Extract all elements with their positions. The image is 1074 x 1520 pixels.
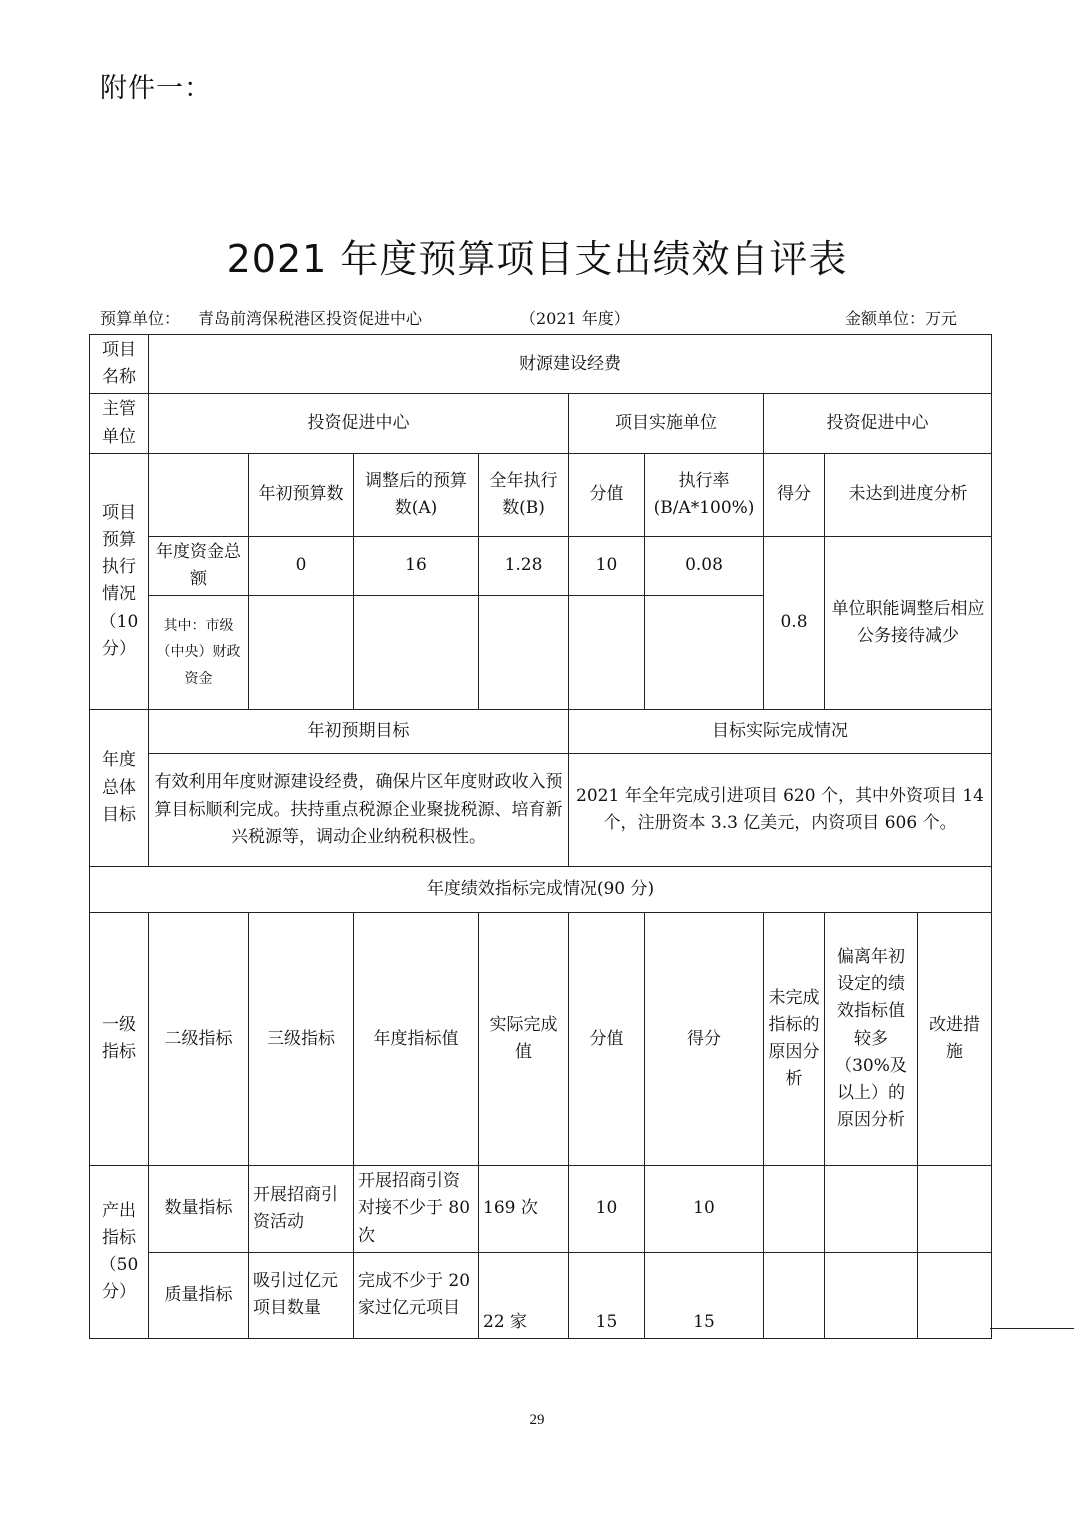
row-deviation-reason (825, 1252, 918, 1338)
performance-section-title: 年度绩效指标完成情况(90 分) (90, 867, 992, 913)
total-execution-rate: 0.08 (645, 536, 764, 595)
department-label: 主管单位 (90, 394, 149, 453)
row-score-value: 15 (569, 1252, 645, 1338)
header-level3-indicator: 三级指标 (249, 913, 354, 1166)
total-funds-label: 年度资金总额 (149, 536, 249, 595)
output-indicator-label: 产出指标（50分） (90, 1166, 149, 1339)
row-score-value: 10 (569, 1166, 645, 1253)
municipal-funds-label: 其中：市级（中央）财政资金 (149, 596, 249, 710)
row-annual-value: 完成不少于 20 家过亿元项目 (354, 1252, 479, 1338)
row-level2: 数量指标 (149, 1166, 249, 1253)
total-funds-row (90, 536, 992, 595)
implementing-unit-label: 项目实施单位 (569, 394, 764, 453)
row-unfinished-reason (764, 1252, 825, 1338)
fiscal-year: （2021 年度） (520, 309, 630, 328)
header-score: 得分 (764, 453, 825, 536)
header-progress-analysis: 未达到进度分析 (825, 453, 992, 536)
budget-score: 0.8 (764, 536, 825, 709)
table-bottom-rule (990, 1328, 1074, 1329)
implementing-unit-value: 投资促进中心 (764, 394, 992, 453)
header-indicator-score: 得分 (645, 913, 764, 1166)
goals-content-row (90, 754, 992, 867)
table-row (90, 1252, 992, 1338)
expected-goal-header: 年初预期目标 (149, 710, 569, 754)
amount-unit: 金额单位：万元 (845, 309, 958, 328)
attachment-label: 附件一： (100, 73, 212, 104)
header-unfinished-reason: 未完成指标的原因分析 (764, 913, 825, 1166)
department-value: 投资促进中心 (149, 394, 569, 453)
project-name-label: 项目名称 (90, 335, 149, 394)
goals-header-row (90, 710, 992, 754)
project-name-row (90, 335, 992, 394)
row-score: 15 (645, 1252, 764, 1338)
page-number: 29 (529, 1412, 545, 1428)
total-score-value: 10 (569, 536, 645, 595)
table-row (90, 1166, 992, 1253)
header-initial-budget: 年初预算数 (249, 453, 354, 536)
progress-analysis: 单位职能调整后相应公务接待减少 (825, 536, 992, 709)
budget-unit-value: 青岛前湾保税港区投资促进中心 (198, 309, 423, 328)
municipal-adjusted (354, 596, 479, 710)
header-improvement: 改进措施 (918, 913, 992, 1166)
total-executed: 1.28 (479, 536, 569, 595)
actual-goal-text: 2021 年全年完成引进项目 620 个，其中外资项目 14 个，注册资本 3.3 亿美元，内资项目 606 个。 (569, 754, 992, 867)
row-level3: 吸引过亿元项目数量 (249, 1252, 354, 1338)
header-level2-indicator: 二级指标 (149, 913, 249, 1166)
header-actual-value: 实际完成值 (479, 913, 569, 1166)
municipal-execution-rate (645, 596, 764, 710)
budget-unit-label: 预算单位： (100, 309, 181, 328)
row-improvement (918, 1166, 992, 1253)
total-initial: 0 (249, 536, 354, 595)
page-title: 2021 年度预算项目支出绩效自评表 (226, 237, 848, 281)
project-name-value: 财源建设经费 (149, 335, 992, 394)
municipal-executed (479, 596, 569, 710)
goals-section-label: 年度总体目标 (90, 710, 149, 867)
row-deviation-reason (825, 1166, 918, 1253)
header-annual-value: 年度指标值 (354, 913, 479, 1166)
header-level1-indicator: 一级指标 (90, 913, 149, 1166)
row-level2: 质量指标 (149, 1252, 249, 1338)
department-row (90, 394, 992, 453)
row-unfinished-reason (764, 1166, 825, 1253)
row-score: 10 (645, 1166, 764, 1253)
budget-section-label: 项目预算执行情况（10分） (90, 453, 149, 709)
total-adjusted: 16 (354, 536, 479, 595)
performance-header-row (90, 913, 992, 1166)
row-improvement (918, 1252, 992, 1338)
expected-goal-text: 有效利用年度财源建设经费，确保片区年度财政收入预算目标顺利完成。扶持重点税源企业聚拢税源、培育新兴税源等，调动企业纳税积极性。 (149, 754, 569, 867)
budget-header-blank (149, 453, 249, 536)
row-actual-value: 22 家 (479, 1252, 569, 1338)
municipal-score-value (569, 596, 645, 710)
self-evaluation-table (89, 334, 992, 1339)
header-adjusted-budget: 调整后的预算数(A) (354, 453, 479, 536)
row-level3: 开展招商引资活动 (249, 1166, 354, 1253)
header-deviation-reason: 偏离年初设定的绩效指标值较多（30%及以上）的原因分析 (825, 913, 918, 1166)
header-executed: 全年执行数(B) (479, 453, 569, 536)
actual-goal-header: 目标实际完成情况 (569, 710, 992, 754)
performance-title-row (90, 867, 992, 913)
header-indicator-score-value: 分值 (569, 913, 645, 1166)
row-annual-value: 开展招商引资对接不少于 80 次 (354, 1166, 479, 1253)
row-actual-value: 169 次 (479, 1166, 569, 1253)
header-execution-rate: 执行率(B/A*100%) (645, 453, 764, 536)
header-score-value: 分值 (569, 453, 645, 536)
municipal-initial (249, 596, 354, 710)
budget-header-row (90, 453, 992, 536)
